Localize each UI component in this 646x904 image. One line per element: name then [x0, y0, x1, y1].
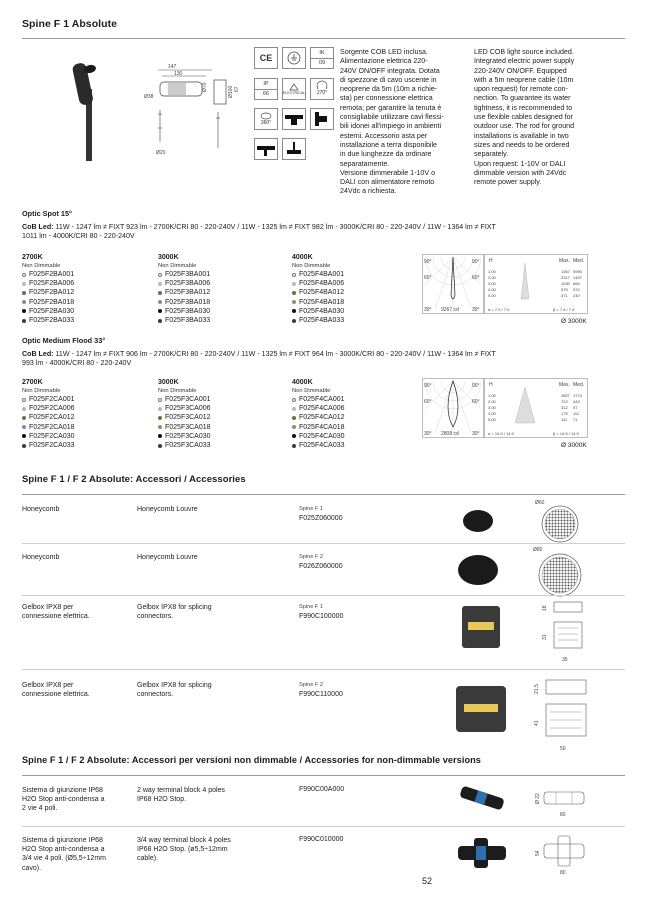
svg-text:Med.: Med. — [573, 258, 585, 264]
wall-install-icon — [310, 108, 334, 130]
svg-text:1030: 1030 — [561, 281, 570, 286]
accessories-title: Spine F 1 / F 2 Absolute: Accessori / Accessories — [22, 474, 246, 485]
svg-text:371: 371 — [561, 293, 568, 298]
code-row: F025F2BA001 — [22, 270, 74, 279]
nondim-1-code: F990C00A000 — [299, 786, 345, 793]
code-row: F025F4CA001 — [292, 395, 345, 404]
desc-en-line: tightness, it is recommended to — [474, 103, 573, 112]
gelbox-photo — [456, 602, 506, 652]
acc-4-en: Gelbox IPX8 for splicing connectors. — [137, 682, 212, 699]
desc-it-line: bili idonei all'impiego in ambienti — [340, 122, 442, 131]
ip-rating-icon: IP 66 — [254, 78, 278, 100]
acc-3-en: Gelbox IPX8 for splicing connectors. — [137, 604, 212, 621]
acc-1-en: Honeycomb Louvre — [137, 506, 198, 513]
spot-illuminance-table — [484, 254, 588, 314]
svg-text:71: 71 — [573, 417, 578, 422]
code-row: F025F4CA012 — [292, 413, 345, 422]
gelbox-drawing — [540, 598, 590, 664]
recessed-install-icon — [282, 108, 306, 130]
code-row: F025F2CA018 — [22, 423, 75, 432]
spot-title: Optic Spot 15° — [22, 209, 72, 218]
flood-illuminance-table — [484, 378, 588, 438]
code-row: F025F4CA033 — [292, 441, 345, 450]
desc-en-line: with a 5m neoprene cable (10m — [474, 75, 574, 84]
svg-text:5.00: 5.00 — [488, 293, 496, 298]
desc-it-line: 24Vdc a richiesta. — [340, 187, 397, 196]
desc-en-line: installations is available in two — [474, 131, 569, 140]
code-row: F025F4CA006 — [292, 404, 345, 413]
electrical-class-icon: ELECTRICAL — [282, 78, 306, 100]
dim-147: 147 — [168, 64, 177, 70]
nondim-1-it: Sistema di giunzione IP68 H2O Stop anti-condensa a 2 vie 4 poli. — [22, 787, 105, 813]
dim-38: Ø38 — [144, 94, 154, 100]
acc-2-code: F026Z060000 — [299, 563, 343, 570]
svg-text:60°: 60° — [424, 399, 432, 405]
spot-polar-diagram — [422, 254, 484, 314]
dim-100: Ø100 — [228, 85, 234, 98]
svg-text:Max.: Max. — [559, 258, 570, 264]
code-row: F025F3CA012 — [158, 413, 211, 422]
rotation-icon: 360° — [254, 108, 278, 130]
code-row: F025F4CA018 — [292, 423, 345, 432]
desc-en-line: remote power supply. — [474, 178, 542, 187]
svg-text:97: 97 — [573, 405, 578, 410]
technical-drawing — [140, 62, 260, 162]
svg-text:β = 14.9 / 14.9: β = 14.9 / 14.9 — [553, 431, 579, 436]
acc-1-it: Honeycomb — [22, 506, 60, 513]
code-row: F025F4BA033 — [292, 316, 344, 325]
svg-text:1.00: 1.00 — [488, 393, 496, 398]
code-row: F025F4BA030 — [292, 307, 344, 316]
svg-text:666: 666 — [573, 281, 580, 286]
dim-130: 130 — [174, 71, 183, 77]
svg-text:80: 80 — [560, 812, 566, 818]
acc-2-code-label: Spine F 2 — [299, 554, 323, 560]
svg-text:90°: 90° — [472, 383, 480, 389]
code-row: F025F2BA006 — [22, 279, 74, 288]
svg-text:α = 14.9 / 14.9: α = 14.9 / 14.9 — [488, 431, 514, 436]
svg-text:54: 54 — [535, 850, 541, 856]
desc-it-line: separatamente. — [340, 159, 390, 168]
svg-text:Med.: Med. — [573, 382, 585, 388]
dim-67: 67 — [234, 86, 240, 92]
svg-text:H: H — [489, 382, 493, 388]
desc-it-line: esterni. Accessorio asta per — [340, 131, 428, 140]
desc-en-line: use flexible cables designed for — [474, 113, 573, 122]
svg-text:9267 cd: 9267 cd — [441, 307, 459, 313]
page-title: Spine F 1 Absolute — [22, 18, 118, 30]
ground-symbol-icon — [282, 47, 306, 69]
desc-en-line: upon request) for remote con- — [474, 85, 568, 94]
title-rule — [22, 38, 625, 39]
ce-mark-icon: CE — [254, 47, 278, 69]
svg-text:90°: 90° — [424, 383, 432, 389]
svg-text:2317: 2317 — [561, 275, 570, 280]
spot-polar-note: Ø 3000K — [561, 318, 587, 325]
svg-text:2.00: 2.00 — [488, 399, 496, 404]
code-row: F025F3CA001 — [158, 395, 211, 404]
svg-text:90°: 90° — [424, 259, 432, 265]
nondim-1-en: 2 way terminal block 4 poles IP68 H2O Stop. — [137, 787, 225, 804]
ik-rating-icon: IK 09 — [310, 47, 334, 69]
svg-text:443: 443 — [573, 399, 580, 404]
svg-text:H: H — [489, 258, 493, 264]
code-row: F025F3BA006 — [158, 279, 210, 288]
acc-2-en: Honeycomb Louvre — [137, 554, 198, 561]
svg-text:α = 7.0 / 7.0: α = 7.0 / 7.0 — [488, 307, 510, 312]
desc-it-line: installazione a terra disponibile — [340, 140, 438, 149]
desc-en-line: 220-240V ON/OFF. Equipped — [474, 66, 567, 75]
desc-en-line: outdoor use. The rod for ground — [474, 122, 575, 131]
code-row: F025F3CA033 — [158, 441, 211, 450]
desc-en-line: LED COB light source included. — [474, 48, 574, 56]
spike-install-icon — [282, 138, 306, 160]
acc-divider — [22, 595, 625, 596]
acc-1-code: F025Z060000 — [299, 515, 343, 522]
svg-text:60°: 60° — [424, 275, 432, 281]
nondim-divider — [22, 826, 625, 827]
desc-it-line: in due lunghezze da ordinare — [340, 150, 432, 159]
code-row: F025F4BA001 — [292, 270, 344, 279]
acc-4-it: Gelbox IPX8 per connessione elettrica. — [22, 682, 90, 699]
svg-text:18: 18 — [542, 605, 548, 611]
gelbox-photo — [450, 680, 512, 738]
acc-3-code-label: Spine F 1 — [299, 604, 323, 610]
svg-text:4.00: 4.00 — [488, 411, 496, 416]
code-row: F025F3CA018 — [158, 423, 211, 432]
desc-en-line: Integrated electric power supply — [474, 57, 575, 66]
code-row: F025F4BA006 — [292, 279, 344, 288]
accessories-rule — [22, 494, 625, 495]
code-row: F025F4BA012 — [292, 288, 344, 297]
page-number: 52 — [422, 876, 433, 886]
ground-install-icon — [254, 138, 278, 160]
desc-it-line: Sorgente COB LED inclusa. — [340, 48, 428, 56]
svg-text:1774: 1774 — [573, 393, 582, 398]
svg-text:30°: 30° — [424, 307, 432, 313]
flood-title: Optic Medium Flood 33° — [22, 336, 106, 345]
svg-text:2808 cd: 2808 cd — [441, 431, 459, 437]
svg-text:21,5: 21,5 — [534, 684, 540, 694]
code-row: F025F2CA001 — [22, 395, 75, 404]
flood-col-3000k: 3000K Non Dimmable F025F3CA001 F025F3CA006 F025F3CA012 F025F3CA018 F025F3CA030 F025F3CA033 — [158, 379, 211, 450]
svg-text:3.00: 3.00 — [488, 281, 496, 286]
desc-it-line: Versione dimmerabile 1-10V o — [340, 168, 436, 177]
honeycomb-photo — [456, 552, 500, 588]
dim-label: Ø80 — [533, 547, 543, 553]
nondim-2-code: F990C010000 — [299, 836, 344, 843]
svg-text:579: 579 — [561, 287, 568, 292]
acc-1-code-label: Spine F 1 — [299, 506, 323, 512]
terminal-block-drawing — [534, 786, 594, 820]
dim-label: Ø60 — [535, 500, 545, 506]
code-row: F025F3BA030 — [158, 307, 210, 316]
acc-divider — [22, 543, 625, 544]
svg-text:31: 31 — [542, 634, 548, 640]
flood-polar-note: Ø 3000K — [561, 442, 587, 449]
nondim-rule — [22, 775, 625, 776]
svg-text:50: 50 — [560, 746, 566, 752]
desc-en-line: nection. To guarantee its water — [474, 94, 571, 103]
svg-text:Max.: Max. — [559, 382, 570, 388]
svg-text:41: 41 — [534, 720, 540, 726]
acc-divider — [22, 669, 625, 670]
nondim-title: Spine F 1 / F 2 Absolute: Accessori per versioni non dimmable / Accessories for non-dimmable versions — [22, 755, 481, 765]
svg-text:Ø 22: Ø 22 — [535, 793, 541, 804]
code-row: F025F3BA018 — [158, 298, 210, 307]
honeycomb-drawing — [536, 498, 584, 546]
svg-text:2807: 2807 — [561, 393, 570, 398]
acc-4-code: F990C110000 — [299, 691, 343, 698]
code-row: F025F2BA033 — [22, 316, 74, 325]
svg-text:2.00: 2.00 — [488, 275, 496, 280]
desc-it-line: DALI con alimentatore remoto — [340, 178, 435, 187]
code-row: F025F2BA030 — [22, 307, 74, 316]
svg-text:1497: 1497 — [573, 275, 582, 280]
svg-text:240: 240 — [573, 293, 580, 298]
acc-3-code: F990C100000 — [299, 613, 344, 620]
code-row: F025F3CA006 — [158, 404, 211, 413]
desc-it-line: consigliabile utilizzare cavi flessi- — [340, 113, 444, 122]
description-english — [474, 48, 619, 187]
svg-text:30°: 30° — [424, 431, 432, 437]
nondim-2-it: Sistema di giunzione IP68 H2O Stop anti-condensa a 3/4 vie 4 poli. (Ø5,5÷12mm cavo). — [22, 837, 106, 872]
svg-text:80: 80 — [560, 870, 566, 876]
desc-it-line: neoprene da 5m (10m a richie- — [340, 85, 437, 94]
desc-it-line: 240V ON/OFF integrata. Dotata — [340, 66, 440, 75]
flood-polar-diagram — [422, 378, 484, 438]
acc-4-code-label: Spine F 2 — [299, 682, 323, 688]
desc-it-line: Alimentazione elettrica 220- — [340, 57, 428, 66]
gelbox-drawing — [530, 676, 594, 754]
svg-text:1067: 1067 — [561, 269, 570, 274]
honeycomb-photo — [460, 508, 496, 534]
code-row: F025F2BA018 — [22, 298, 74, 307]
code-row: F025F2CA033 — [22, 441, 75, 450]
svg-text:β = 7.4 / 7.4: β = 7.4 / 7.4 — [553, 307, 575, 312]
desc-it-line: remota; per garantire la tenuta è — [340, 103, 442, 112]
svg-text:1.00: 1.00 — [488, 269, 496, 274]
svg-text:4.00: 4.00 — [488, 287, 496, 292]
spot-cob-spec: CoB Led: 11W - 1247 lm ≠ FIXT 923 lm - 2700K/CRI 80 - 220-240V / 11W - 1325 lm ≠ FIXT 982 lm - 3000K/CRI 80 - 220-240V / 11W - 1364 lm ≠ FIXT 1011 lm - 4000K/CRI 80 - 220-240V — [22, 223, 496, 241]
spot-col-4000k: 4000K Non Dimmable F025F4BA001 F025F4BA006 F025F4BA012 F025F4BA018 F025F4BA030 F025F4BA033 — [292, 254, 345, 325]
desc-en-line: dimmable version with 24Vdc — [474, 168, 567, 177]
product-photo — [28, 55, 128, 165]
dim-70: Ø70 — [202, 82, 208, 92]
svg-text:312: 312 — [561, 405, 568, 410]
svg-text:702: 702 — [561, 399, 568, 404]
terminal-block-photo — [452, 832, 512, 874]
svg-text:3.00: 3.00 — [488, 405, 496, 410]
svg-text:35: 35 — [562, 657, 568, 663]
svg-text:60°: 60° — [472, 399, 480, 405]
flood-cob-spec: CoB Led: 11W - 1247 lm ≠ FIXT 906 lm - 2700K/CRI 80 - 220-240V / 11W - 1325 lm ≠ FIXT 964 lm - 3000K/CRI 80 - 220-240V / 11W - 1364 lm ≠ FIXT 993 lm - 4000K/CRI 80 - 220-240V — [22, 350, 496, 368]
tilt-angle-icon: 270° — [310, 78, 334, 100]
desc-en-line: Upon request: 1-10V or DALI — [474, 159, 566, 168]
dim-20: Ø20 — [156, 150, 166, 156]
description-italian — [340, 48, 470, 197]
svg-text:5.00: 5.00 — [488, 417, 496, 422]
code-row: F025F2BA012 — [22, 288, 74, 297]
code-row: F025F4BA018 — [292, 298, 344, 307]
code-row: F025F3BA033 — [158, 316, 210, 325]
desc-en-line: sizes and needs to be ordered — [474, 140, 570, 149]
desc-en-line: separately. — [474, 150, 509, 159]
svg-text:175: 175 — [561, 411, 568, 416]
code-row: F025F3BA012 — [158, 288, 210, 297]
spot-col-2700k: 2700K Non Dimmable F025F2BA001 F025F2BA006 F025F2BA012 F025F2BA018 F025F2BA030 F025F2BA033 — [22, 254, 75, 325]
code-row: F025F4CA030 — [292, 432, 345, 441]
flood-col-4000k: 4000K Non Dimmable F025F4CA001 F025F4CA006 F025F4CA012 F025F4CA018 F025F4CA030 F025F4CA033 — [292, 379, 345, 450]
desc-it-line: sta) per connessione elettrica — [340, 94, 433, 103]
code-row: F025F2CA006 — [22, 404, 75, 413]
flood-col-2700k: 2700K Non Dimmable F025F2CA001 F025F2CA006 F025F2CA012 F025F2CA018 F025F2CA030 F025F2CA033 — [22, 379, 75, 450]
desc-it-line: di spezzone di cavo uscente in — [340, 75, 437, 84]
svg-text:30°: 30° — [472, 431, 480, 437]
spot-col-3000k: 3000K Non Dimmable F025F3BA001 F025F3BA006 F025F3BA012 F025F3BA018 F025F3BA030 F025F3BA033 — [158, 254, 211, 325]
svg-text:374: 374 — [573, 287, 580, 292]
svg-text:112: 112 — [561, 417, 568, 422]
svg-text:111: 111 — [573, 411, 580, 416]
svg-text:60°: 60° — [472, 275, 480, 281]
terminal-block-drawing — [534, 832, 594, 876]
code-row: F025F2CA030 — [22, 432, 75, 441]
code-row: F025F3CA030 — [158, 432, 211, 441]
acc-3-it: Gelbox IPX8 per connessione elettrica. — [22, 604, 90, 621]
svg-text:30°: 30° — [472, 307, 480, 313]
code-row: F025F3BA001 — [158, 270, 210, 279]
svg-text:90°: 90° — [472, 259, 480, 265]
acc-2-it: Honeycomb — [22, 554, 60, 561]
honeycomb-drawing — [534, 545, 586, 599]
svg-text:5990: 5990 — [573, 269, 582, 274]
terminal-block-photo — [456, 784, 508, 812]
nondim-2-en: 3/4 way terminal block 4 poles IP68 H2O Stop. (ø5,5÷12mm cable). — [137, 837, 231, 863]
code-row: F025F2CA012 — [22, 413, 75, 422]
